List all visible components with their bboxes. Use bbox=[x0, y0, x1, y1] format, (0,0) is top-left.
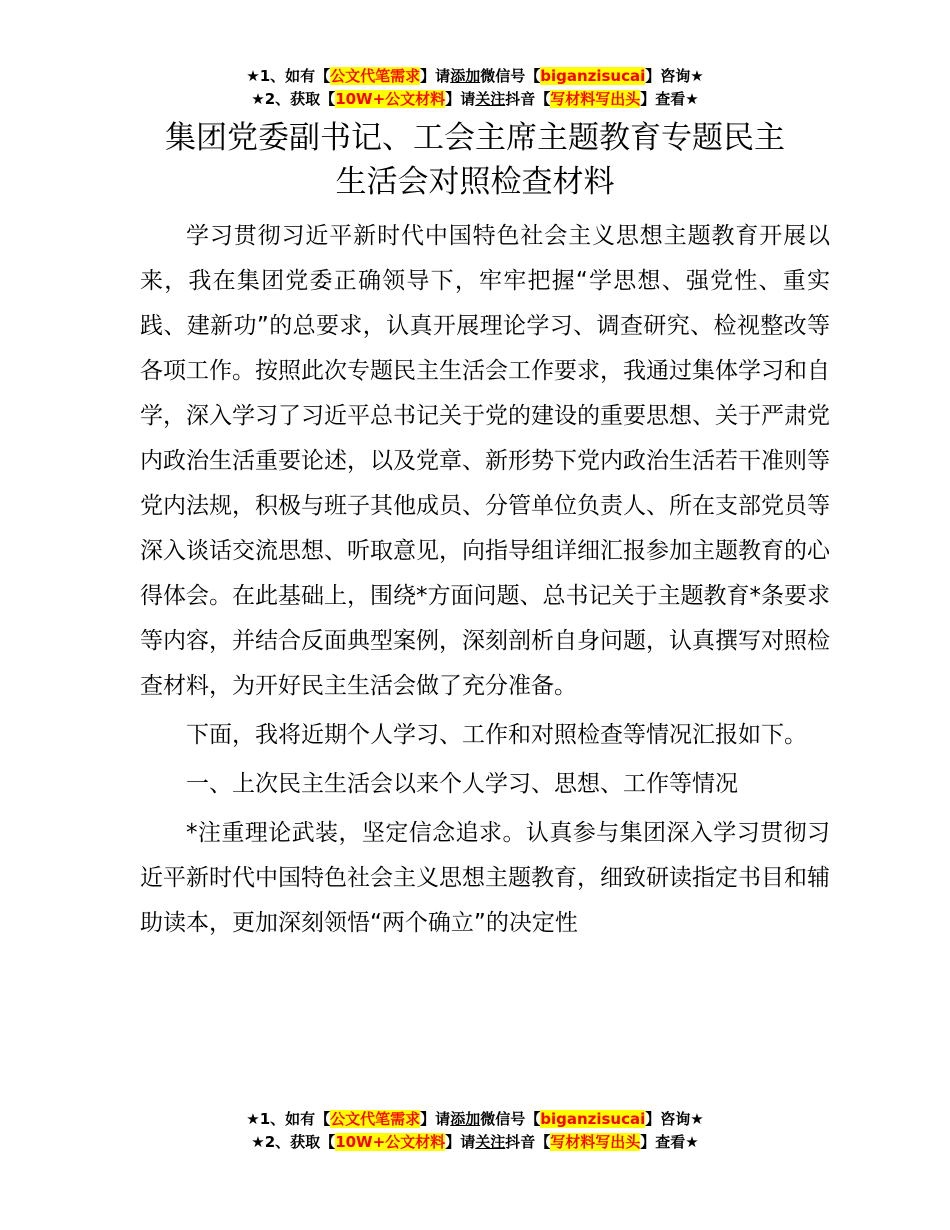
banner-underlined-text: 添加 bbox=[450, 1110, 481, 1128]
document-title bbox=[0, 116, 950, 204]
banner-text: 】请 bbox=[420, 1110, 451, 1128]
banner-highlight: 公文代笔需求 bbox=[330, 67, 421, 85]
banner-text: 】咨询★ bbox=[645, 67, 704, 85]
banner-text: 抖音【 bbox=[505, 1133, 551, 1151]
banner-text: 】查看★ bbox=[640, 1133, 699, 1151]
banner-text: ★1、如有【 bbox=[246, 67, 331, 85]
banner-text: 】查看★ bbox=[640, 90, 699, 108]
header-banner bbox=[0, 65, 950, 111]
section-heading: 一、上次民主生活会以来个人学习、思想、工作等情况 bbox=[186, 771, 738, 797]
banner-highlight: biganzisucai bbox=[540, 67, 646, 85]
banner-text: 抖音【 bbox=[505, 90, 551, 108]
banner-text: 】请 bbox=[420, 67, 451, 85]
title-line-1: 集团党委副书记、工会主席主题教育专题民主 bbox=[165, 120, 785, 156]
banner-line-1 bbox=[0, 65, 950, 88]
banner-text: 】请 bbox=[445, 90, 476, 108]
banner-highlight: 10W+公文材料 bbox=[335, 90, 446, 108]
banner-highlight: biganzisucai bbox=[540, 1110, 646, 1128]
paragraph-theory: *注重理论武装，坚定信念追求。认真参与集团深入学习贯彻习近平新时代中国特色社会主义思想主题教育，细致研读指定书目和辅助读本，更加深刻领悟“两个确立”的决定性 bbox=[140, 820, 830, 936]
banner-highlight: 10W+公文材料 bbox=[335, 1133, 446, 1151]
banner-text: ★1、如有【 bbox=[246, 1110, 331, 1128]
banner-line-2 bbox=[0, 1131, 950, 1154]
banner-text: 微信号【 bbox=[480, 1110, 541, 1128]
banner-highlight: 写材料写出头 bbox=[550, 1133, 641, 1151]
banner-line-1 bbox=[0, 1108, 950, 1131]
banner-text: ★2、获取【 bbox=[251, 90, 336, 108]
banner-underlined-text: 关注 bbox=[475, 90, 506, 108]
banner-highlight: 公文代笔需求 bbox=[330, 1110, 421, 1128]
banner-text: ★2、获取【 bbox=[251, 1133, 336, 1151]
banner-line-2 bbox=[0, 88, 950, 111]
paragraph-transition: 下面，我将近期个人学习、工作和对照检查等情况汇报如下。 bbox=[186, 722, 807, 748]
banner-text: 微信号【 bbox=[480, 67, 541, 85]
banner-text: 】请 bbox=[445, 1133, 476, 1151]
banner-underlined-text: 添加 bbox=[450, 67, 481, 85]
title-line-2: 生活会对照检查材料 bbox=[335, 164, 615, 200]
document-body bbox=[140, 214, 830, 950]
banner-underlined-text: 关注 bbox=[475, 1133, 506, 1151]
banner-highlight: 写材料写出头 bbox=[550, 90, 641, 108]
footer-banner bbox=[0, 1108, 950, 1154]
paragraph-intro: 学习贯彻习近平新时代中国特色社会主义思想主题教育开展以来，我在集团党委正确领导下，牢牢把握“学思想、强党性、重实践、建新功”的总要求，认真开展理论学习、调查研究、检视整改等各项工作。按照此次专题民主生活会工作要求，我通过集体学习和自学，深入学习了习近平总书记关于党的建设的重要思想、关于严肃党内政治生活重要论述，以及党章、新形势下党内政治生活若干准则等党内法规，积极与班子其他成员、分管单位负责人、所在支部党员等深入谈话交流思想、听取意见，向指导组详细汇报参加主题教育的心得体会。在此基础上，围绕*方面问题、总书记关于主题教育*条要求等内容，并结合反面典型案例，深刻剖析自身问题，认真撰写对照检查材料，为开好民主生活会做了充分准备。 bbox=[140, 223, 830, 699]
banner-text: 】咨询★ bbox=[645, 1110, 704, 1128]
